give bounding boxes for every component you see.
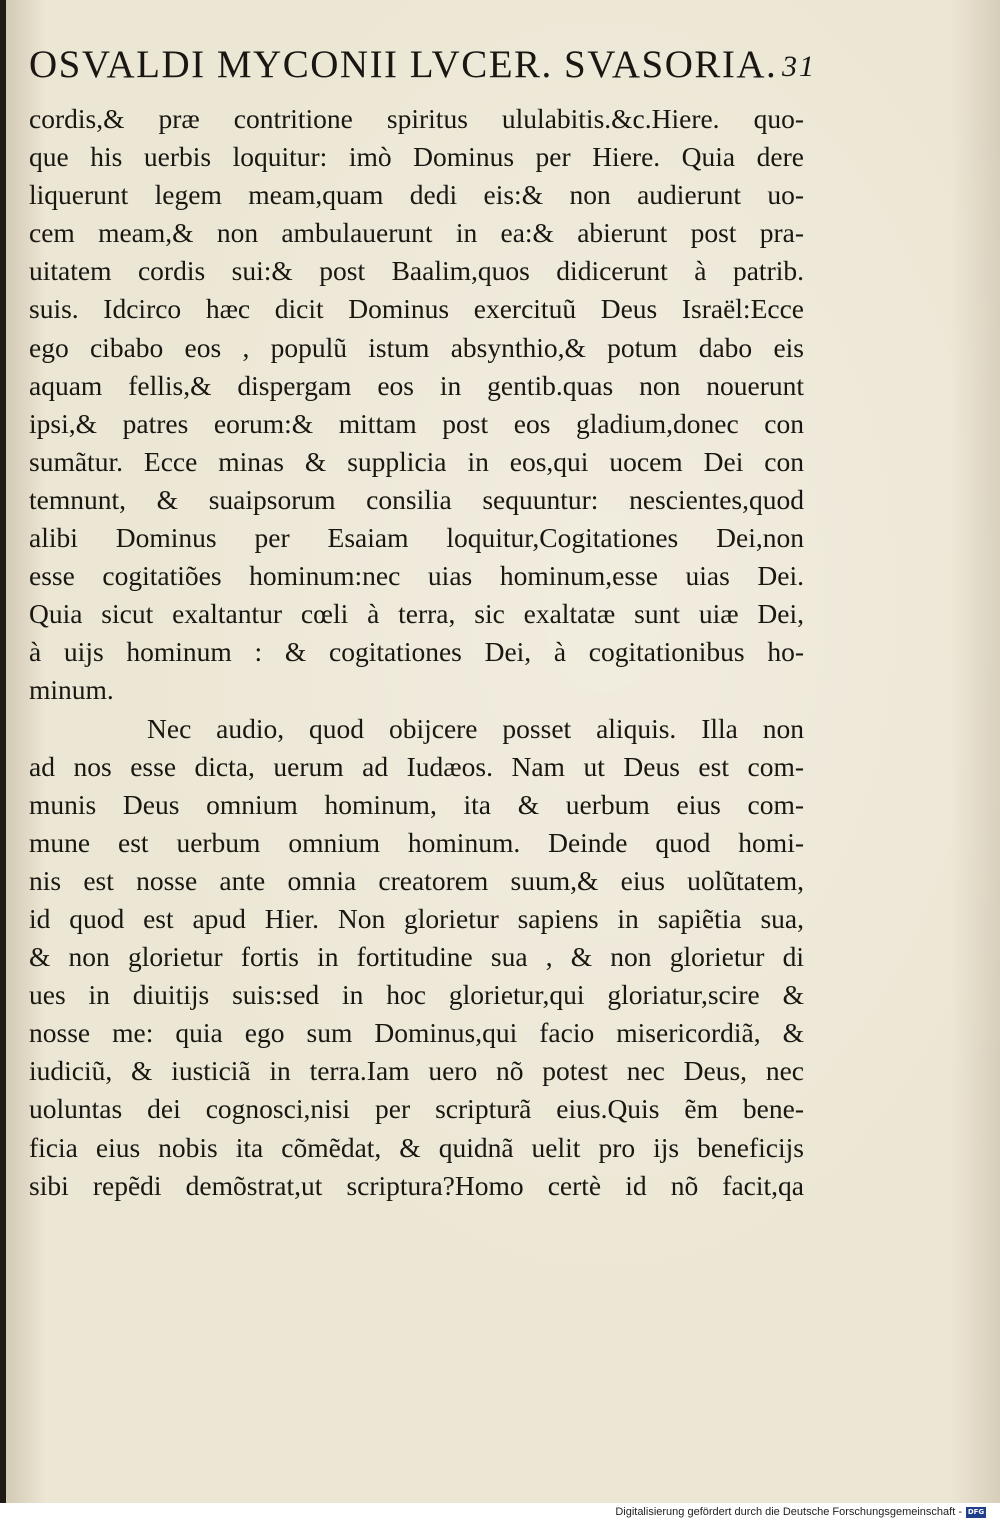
text-line: ficia eius nobis ita cõmẽdat, & quidnã uelit pro ijs beneficijs [29, 1131, 804, 1163]
text-line: sumãtur. Ecce minas & supplicia in eos,qui uocem Dei con [29, 445, 804, 477]
text-line: cem meam,& non ambulauerunt in ea:& abierunt post pra- [29, 217, 804, 249]
book-page [6, 0, 1000, 1503]
text-line: uitatem cordis sui:& post Baalim,quos didicerunt à patrib. [29, 255, 804, 287]
text-line: & non glorietur fortis in fortitudine sua , & non glorietur di [29, 941, 804, 973]
text-line: Quia sicut exaltantur cœli à terra, sic exaltatæ sunt uiæ Dei, [29, 598, 804, 630]
text-line: mune est uerbum omnium hominum. Deinde quod homi- [29, 826, 804, 858]
text-line: suis. Idcirco hæc dicit Dominus exercituũ Deus Israël:Ecce [29, 293, 804, 325]
text-line: uoluntas dei cognosci,nisi per scripturã eius.Quis ẽm bene- [29, 1093, 804, 1125]
text-line: id quod est apud Hier. Non glorietur sapiens in sapiẽtia sua, [29, 902, 804, 934]
footer-bar [0, 1503, 1000, 1523]
text-line: minum. [29, 674, 114, 706]
text-line: aquam fellis,& dispergam eos in gentib.quas non nouerunt [29, 369, 804, 401]
text-line: que his uerbis loquitur: imò Dominus per Hiere. Quia dere [29, 141, 804, 173]
running-title: OSVALDI MYCONII LVCER. SVASORIA. [29, 43, 778, 86]
text-line: munis Deus omnium hominum, ita & uerbum eius com- [29, 788, 804, 820]
text-line: ad nos esse dicta, uerum ad Iudæos. Nam ut Deus est com- [29, 750, 804, 782]
text-block [29, 100, 804, 1205]
text-line: ues in diuitijs suis:sed in hoc glorietur,qui gloriatur,scire & [29, 979, 804, 1011]
text-line: nosse me: quia ego sum Dominus,qui facio misericordiã, & [29, 1017, 804, 1049]
folio-number: 31 [782, 50, 816, 83]
text-line: ego cibabo eos , populũ istum absynthio,& potum dabo eis [29, 331, 804, 363]
text-line: liquerunt legem meam,quam dedi eis:& non audierunt uo- [29, 179, 804, 211]
text-line: ipsi,& patres eorum:& mittam post eos gladium,donec con [29, 407, 804, 439]
page-content [29, 36, 816, 1205]
text-line: alibi Dominus per Esaiam loquitur,Cogitationes Dei,non [29, 522, 804, 554]
text-line: à uijs hominum : & cogitationes Dei, à cogitationibus ho- [29, 636, 804, 668]
text-line: esse cogitatiões hominum:nec uias hominum,esse uias Dei. [29, 560, 804, 592]
paragraph-start-line: Nec audio, quod obijcere posset aliquis. Illa non [147, 712, 804, 744]
text-line: temnunt, & suaipsorum consilia sequuntur: nescientes,quod [29, 483, 804, 515]
text-line: iudiciũ, & iusticiã in terra.Iam uero nõ potest nec Deus, nec [29, 1055, 804, 1087]
running-head [29, 36, 816, 94]
dfg-logo-icon: DFG [967, 1508, 985, 1516]
text-line: cordis,& præ contritione spiritus ululabitis.&c.Hiere. quo- [29, 103, 804, 134]
funding-credit: Digitalisierung gefördert durch die Deutsche Forschungsgemeinschaft - [615, 1506, 962, 1518]
text-line: sibi repẽdi demõstrat,ut scriptura?Homo certè id nõ facit,qa [29, 1169, 804, 1201]
text-line: nis est nosse ante omnia creatorem suum,& eius uolũtatem, [29, 864, 804, 896]
